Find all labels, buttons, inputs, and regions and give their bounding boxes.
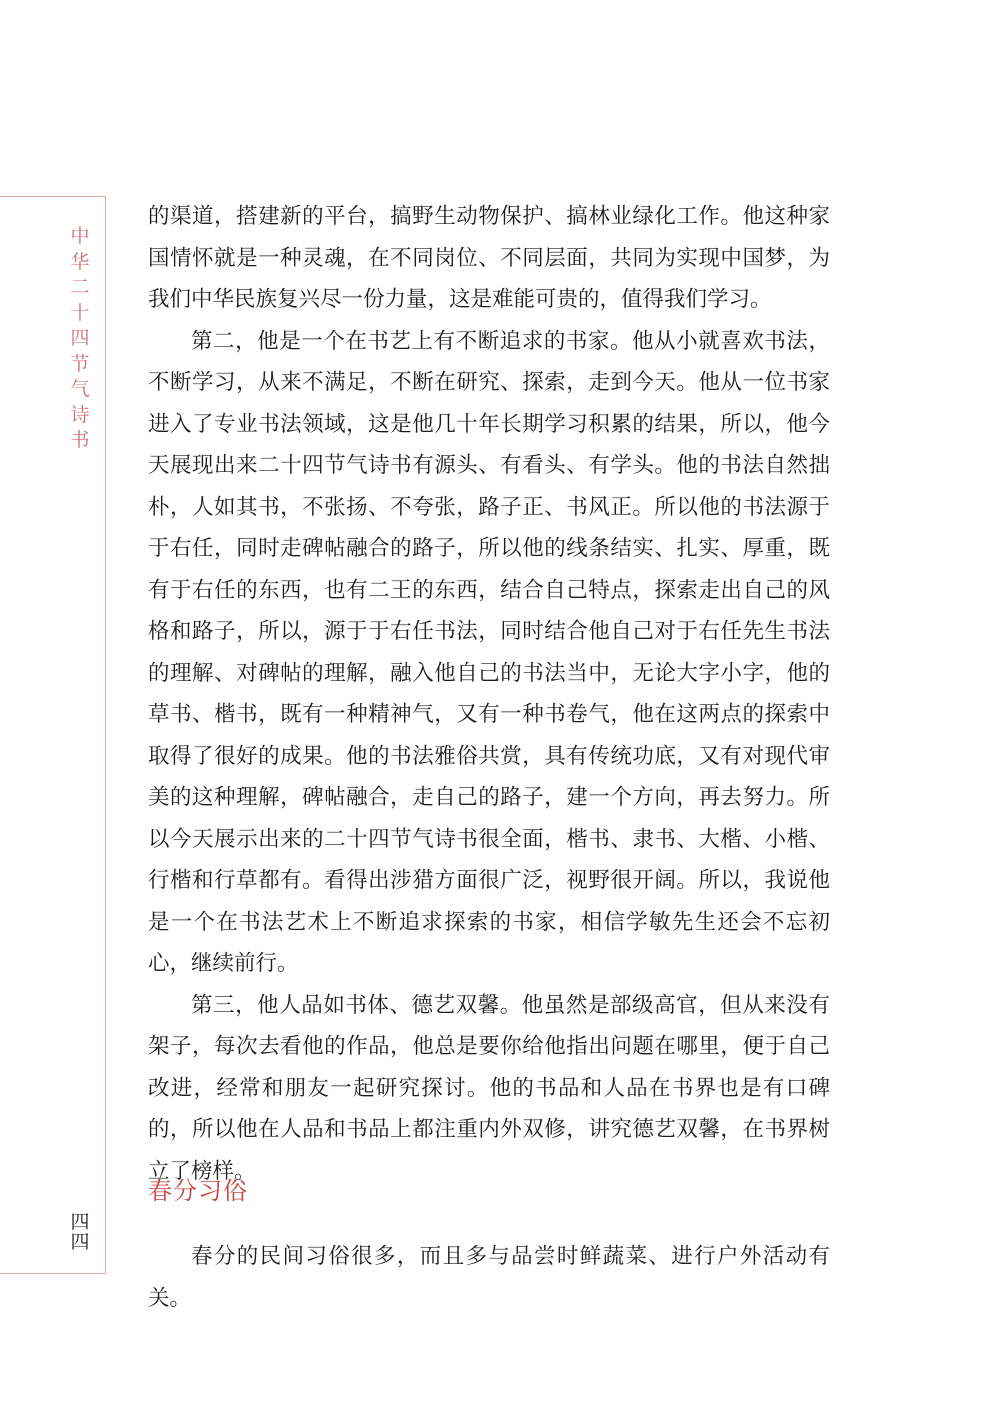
section-heading: 春分习俗 <box>148 1177 248 1205</box>
paragraph-third-point: 第三，他人品如书体、德艺双馨。他虽然是部级高官，但从来没有架子，每次去看他的作品，他总是要你给他指出问题在哪里，便于自己改进，经常和朋友一起研究探讨。他的书品和人品在书界也是有口碑的，所以他在人品和书品上都注重内外双修，讲究德艺双馨，在书界树立了榜样。 <box>148 992 830 1184</box>
page-number: 四四 <box>70 1211 90 1253</box>
paragraph-continuation: 的渠道，搭建新的平台，搞野生动物保护、搞林业绿化工作。他这种家国情怀就是一种灵魂，在不同岗位、不同层面，共同为实现中国梦，为我们中华民族复兴尽一份力量，这是难能可贵的，值得我们学习。 <box>148 204 830 312</box>
section-paragraph: 春分的民间习俗很多，而且多与品尝时鲜蔬菜、进行户外活动有关。 <box>148 1244 830 1311</box>
main-text <box>148 196 830 1192</box>
paragraph-second-point: 第二，他是一个在书艺上有不断追求的书家。他从小就喜欢书法，不断学习，从来不满足，不断在研究、探索，走到今天。他从一位书家进入了专业书法领域，这是他几十年长期学习积累的结果，所以，他今天展现出来二十四节气诗书有源头、有看头、有学头。他的书法自然拙朴，人如其书，不张扬、不夸张，路子正、书风正。所以他的书法源于于右任，同时走碑帖融合的路子，所以他的线条结实、扎实、厚重，既有于右任的东西，也有二王的东西，结合自己特点，探索走出自己的风格和路子，所以，源于于右任书法，同时结合他自己对于右任先生书法的理解、对碑帖的理解，融入他自己的书法当中，无论大字小字，他的草书、楷书，既有一种精神气，又有一种书卷气，他在这两点的探索中取得了很好的成果。他的书法雅俗共赏，具有传统功底，又有对现代审美的这种理解，碑帖融合，走自己的路子，建一个方向，再去努力。所以今天展示出来的二十四节气诗书很全面，楷书、隶书、大楷、小楷、行楷和行草都有。看得出涉猎方面很广泛，视野很开阔。所以，我说他是一个在书法艺术上不断追求探索的书家，相信学敏先生还会不忘初心，继续前行。 <box>148 328 830 976</box>
running-title: 中华二十四节气诗书 <box>70 225 90 451</box>
section-text <box>148 1236 830 1319</box>
